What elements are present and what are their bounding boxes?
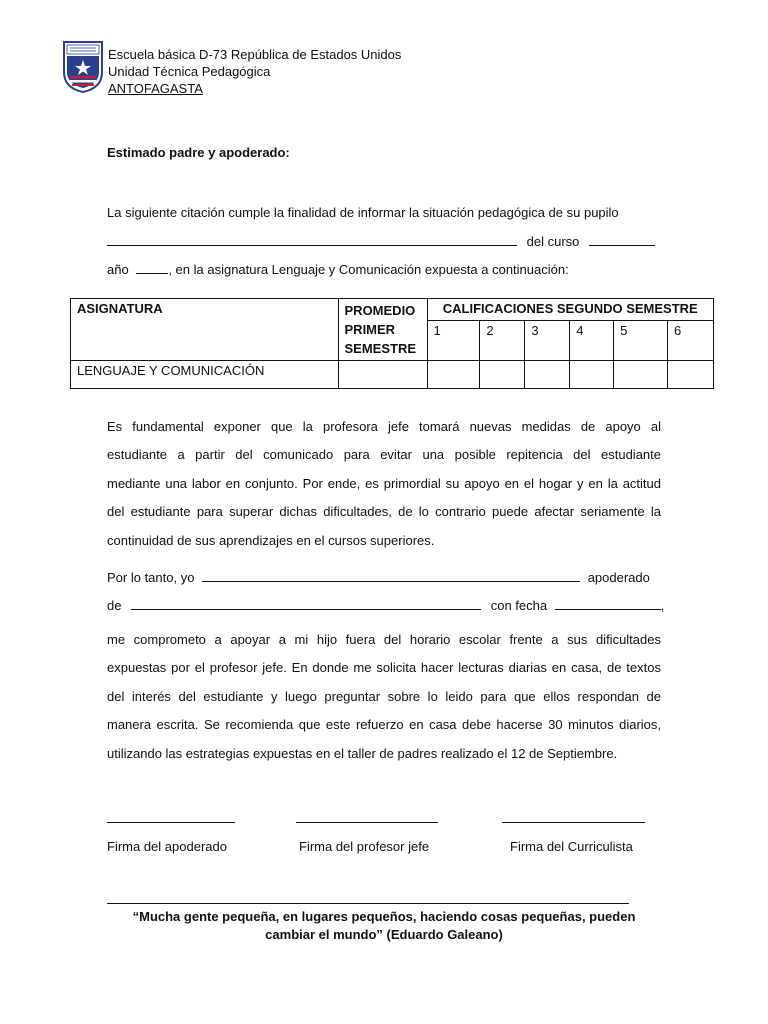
paragraph-1	[107, 413, 661, 555]
grade-cell[interactable]	[668, 361, 714, 389]
paragraph-line: continuidad de sus aprendizajes en el cursos superiores.	[107, 532, 435, 548]
apoderado-label: apoderado	[587, 570, 650, 585]
grade-cell[interactable]	[427, 361, 480, 389]
school-crest-icon	[62, 40, 104, 94]
paragraph-line: del estudiante para superar dichas dificultades, de lo contrario puede afectar seriamente la	[107, 504, 661, 520]
comma: ,	[660, 598, 665, 613]
header-grades: CALIFICACIONES SEGUNDO SEMESTRE	[427, 299, 714, 321]
grade-cell[interactable]	[480, 361, 525, 389]
grade-number: 4	[570, 321, 614, 361]
grade-number: 5	[614, 321, 668, 361]
row-subject: LENGUAJE Y COMUNICACIÓN	[71, 361, 339, 389]
guardian-signature-label: Firma del apoderado	[107, 839, 227, 854]
intro-line-1: La siguiente citación cumple la finalidad de informar la situación pedagógica de su pupilo	[107, 205, 619, 220]
header-subject: ASIGNATURA	[71, 299, 339, 361]
de-label: de	[107, 598, 122, 613]
header-average	[338, 299, 427, 361]
course-label: del curso	[526, 234, 580, 249]
grade-cell[interactable]	[525, 361, 570, 389]
guardian-signature-line[interactable]	[107, 822, 235, 823]
paragraph-line: Es fundamental exponer que la profesora jefe tomará nuevas medidas de apoyo al	[107, 419, 661, 434]
grade-number: 3	[525, 321, 570, 361]
commitment-line-1	[107, 569, 661, 585]
con-fecha-label: con fecha	[490, 598, 548, 613]
por-lo-tanto-label: Por lo tanto, yo	[107, 570, 195, 585]
paragraph-line: manera escrita. Se recomienda que este refuerzo en casa debe hacerse 30 minutos diarios,	[107, 717, 661, 733]
school-unit: Unidad Técnica Pedagógica	[108, 64, 271, 79]
grade-number: 2	[480, 321, 525, 361]
teacher-signature-line[interactable]	[296, 822, 438, 823]
paragraph-line: estudiante a partir del comunicado para evitar una posible repitencia del estudiante	[107, 447, 661, 463]
intro-line-3	[107, 261, 569, 277]
intro-line-2	[107, 233, 655, 249]
school-header	[108, 46, 401, 97]
paragraph-2	[107, 626, 661, 768]
year-blank[interactable]	[136, 261, 168, 274]
grade-number: 1	[427, 321, 480, 361]
paragraph-line: utilizando las estrategias expuestas en el taller de padres realizado el 12 de Septiembre.	[107, 745, 618, 761]
guardian-name-blank[interactable]	[202, 569, 580, 582]
student-name-blank[interactable]	[107, 233, 517, 246]
paragraph-line: del interés del estudiante y luego preguntar sobre lo leido para que ellos respondan de	[107, 688, 661, 704]
header-average-line3: SEMESTRE	[344, 341, 417, 356]
school-name: Escuela básica D-73 República de Estados Unidos	[108, 47, 402, 62]
grade-cell[interactable]	[570, 361, 614, 389]
footer-quote: “Mucha gente pequeña, en lugares pequeños, haciendo cosas pequeñas, pueden cambiar el mundo” (Eduardo Galeano)	[132, 909, 636, 942]
header-average-line1: PROMEDIO	[344, 303, 416, 318]
year-label: año	[107, 262, 129, 277]
commitment-line-2	[107, 597, 665, 613]
paragraph-line: expuestas por el profesor jefe. En donde me solicita hacer lecturas diarias en casa, de textos	[107, 660, 661, 676]
course-blank[interactable]	[589, 233, 655, 246]
greeting: Estimado padre y apoderado:	[107, 145, 290, 160]
curriculist-signature-label: Firma del Curriculista	[510, 839, 633, 854]
paragraph-line: me comprometo a apoyar a mi hijo fuera del horario escolar frente a sus dificultades	[107, 632, 661, 647]
footer-divider	[107, 903, 629, 904]
subject-text: , en la asignatura Lenguaje y Comunicación expuesta a continuación:	[168, 262, 569, 277]
grade-number: 6	[668, 321, 714, 361]
grades-table	[70, 298, 714, 389]
student-blank[interactable]	[131, 597, 481, 610]
average-cell[interactable]	[338, 361, 427, 389]
school-city: ANTOFAGASTA	[108, 81, 203, 96]
teacher-signature-label: Firma del profesor jefe	[299, 839, 430, 854]
header-average-line2: PRIMER	[344, 322, 396, 337]
grade-cell[interactable]	[614, 361, 668, 389]
curriculist-signature-line[interactable]	[502, 822, 645, 823]
paragraph-line: mediante una labor en conjunto. Por ende, es primordial su apoyo en el hogar y en la actitud	[107, 475, 661, 491]
date-blank[interactable]	[555, 597, 661, 610]
